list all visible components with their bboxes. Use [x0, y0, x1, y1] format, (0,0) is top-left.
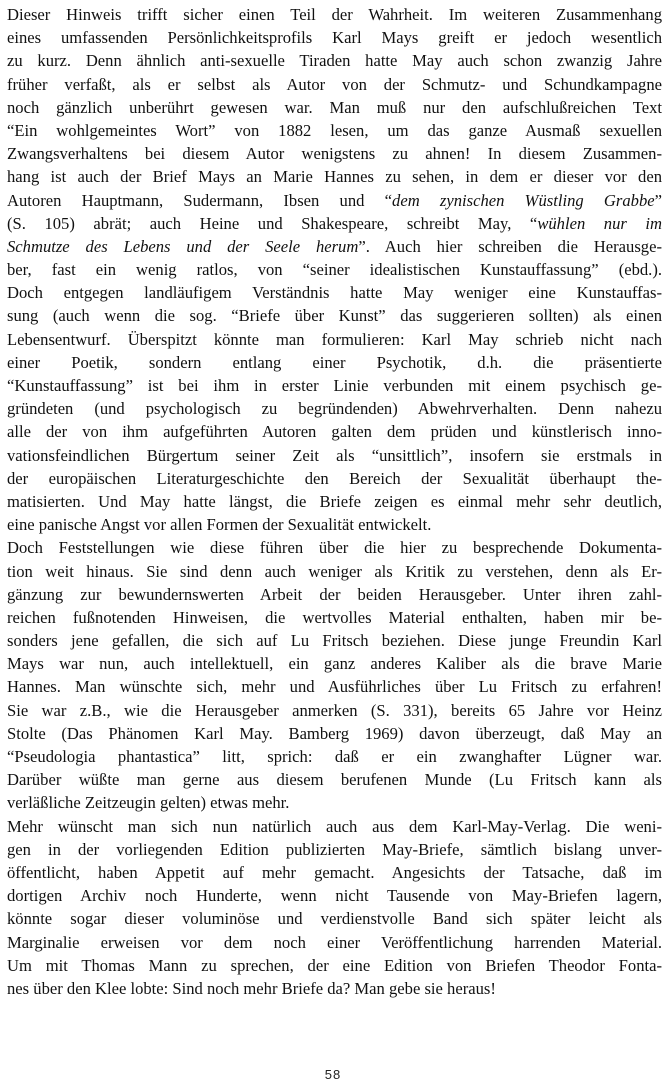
text-line: einer Poetik, sondern entlang einer Psychotik, d.h. die präsentierte [7, 352, 662, 372]
page-number: 58 [324, 1067, 342, 1082]
text-line: Doch entgegen landläufigem Verständnis hatte May weniger eine Kunstauffas- [7, 283, 662, 303]
body-text [7, 3, 662, 1000]
text-line: vationsfeindlichen Bürgertum seiner Zeit als “unsittlich”, insofern sie erstmals in [7, 445, 662, 465]
text-line: matisierten. Und May hatte längst, die Briefe zeigen es einmal mehr sehr deutlich, [7, 491, 662, 511]
text-line: gänzung zur bewundernswerten Arbeit der beiden Herausgeber. Unter ihren zahl- [7, 584, 662, 604]
text-line: noch gänzlich unberührt gewesen war. Man muß nur den aufschlußreichen Text [7, 97, 662, 117]
text-line: Hannes. Man wünschte sich, mehr und Ausführliches über Lu Fritsch zu erfahren! [7, 677, 662, 697]
text-line: Dieser Hinweis trifft sicher einen Teil der Wahrheit. Im weiteren Zusammenhang [7, 5, 662, 24]
text-line: Marginalie erweisen vor dem noch einer Veröffentlichung harrenden Material. [7, 932, 662, 952]
text-line: eines umfassenden Persönlichkeitsprofils Karl Mays greift er jedoch wesentlich [7, 28, 662, 48]
text-line: könnte sogar dieser voluminöse und verdienstvolle Band sich später leicht als [7, 909, 662, 929]
italic-quote: wühlen nur im [537, 213, 662, 233]
text-line: Schmutze des Lebens und der Seele herum”. Auch hier schreiben die Herausge- [7, 236, 662, 256]
text-line: Darüber wüßte man gerne aus diesem berufenen Munde (Lu Fritsch kann als [7, 770, 662, 790]
text-line: Mays war nun, auch intellektuell, ein ganz anderes Kaliber als die brave Marie [7, 654, 662, 674]
italic-quote: dem zynischen Wüstling Grabbe [392, 190, 655, 210]
paragraph-3 [7, 815, 662, 1001]
text-line: “Pseudologia phantastica” litt, sprich: daß er ein zwanghafter Lügner war. [7, 747, 662, 766]
text-line: zu kurz. Denn ähnlich anti-sexuelle Tiraden hatte May auch schon zwanzig Jahre [7, 51, 662, 71]
text-line: Doch Feststellungen wie diese führen über die hier zu besprechende Dokumenta- [7, 538, 662, 558]
text-line: gründeten (und psychologisch zu begründenden) Abwehrverhalten. Denn nahezu [7, 399, 662, 419]
text-line: Zwangsverhaltens bei diesem Autor wenigstens zu ahnen! In diesem Zusammen- [7, 144, 662, 164]
text-line: Stolte (Das Phänomen Karl May. Bamberg 1969) davon überzeugt, daß May an [7, 723, 662, 743]
text-line: sung (auch wenn die sog. “Briefe über Kunst” das suggerieren sollten) als einen [7, 306, 662, 326]
text-line: Um mit Thomas Mann zu sprechen, der eine Edition von Briefen Theodor Fonta- [7, 955, 662, 975]
text-line: hang ist auch der Brief Mays an Marie Hannes zu sehen, in dem er dieser vor den [7, 167, 662, 187]
text-line: “Kunstauffassung” ist bei ihm in erster Linie verbunden mit einem psychisch ge- [7, 376, 662, 395]
text-line: (S. 105) abrät; auch Heine und Shakespeare, schreibt May, “wühlen nur im [7, 213, 662, 233]
italic-quote: Schmutze des Lebens und der Seele herum [7, 236, 359, 256]
text-line: gen in der vorliegenden Edition publizierten May-Briefe, sämtlich bislang unver- [7, 839, 662, 859]
text-line: Sie war z.B., wie die Herausgeber anmerken (S. 331), bereits 65 Jahre vor Heinz [7, 700, 662, 720]
text-line: dortigen Archiv noch Hunderte, wenn nicht Tausende von May-Briefen lagern, [7, 886, 662, 906]
text-line: Autoren Hauptmann, Sudermann, Ibsen und “dem zynischen Wüstling Grabbe” [7, 190, 662, 210]
paragraph-2 [7, 536, 662, 814]
text-line: tion weit hinaus. Sie sind denn auch weniger als Kritik zu verstehen, denn als Er- [7, 561, 662, 581]
text-line: ber, fast ein wenig ratlos, von “seiner idealistischen Kunstauffassung” (ebd.). [7, 260, 662, 280]
text-line: öffentlicht, haben Appetit auf mehr gemacht. Angesichts der Tatsache, daß im [7, 862, 662, 882]
text-line: verläßliche Zeitzeugin gelten) etwas mehr. [7, 793, 290, 813]
text-line: reichen fußnotenden Hinweisen, die wertvolles Material enthalten, haben mir be- [7, 607, 662, 627]
text-line: nes über den Klee lobte: Sind noch mehr Briefe da? Man gebe sie heraus! [7, 978, 496, 998]
text-line: Mehr wünscht man sich nun natürlich auch aus dem Karl-May-Verlag. Die weni- [7, 816, 662, 836]
text-line: der europäischen Literaturgeschichte den Bereich der Sexualität überhaupt the- [7, 468, 662, 488]
text-line: früher verfaßt, als er selbst als Autor von der Schmutz- und Schundkampagne [7, 74, 662, 94]
paragraph-1 [7, 3, 662, 536]
text-line: “Ein wohlgemeintes Wort” von 1882 lesen, um das ganze Ausmaß sexuellen [7, 120, 662, 140]
text-line: eine panische Angst vor allen Formen der Sexualität entwickelt. [7, 515, 432, 535]
text-line: sonders jene gefallen, die sich auf Lu Fritsch beziehen. Diese junge Freundin Karl [7, 631, 662, 651]
text-line: alle der von ihm aufgeführten Autoren galten dem prüden und künstlerisch inno- [7, 422, 662, 442]
text-line: Lebensentwurf. Überspitzt könnte man formulieren: Karl May schrieb nicht nach [7, 329, 662, 349]
